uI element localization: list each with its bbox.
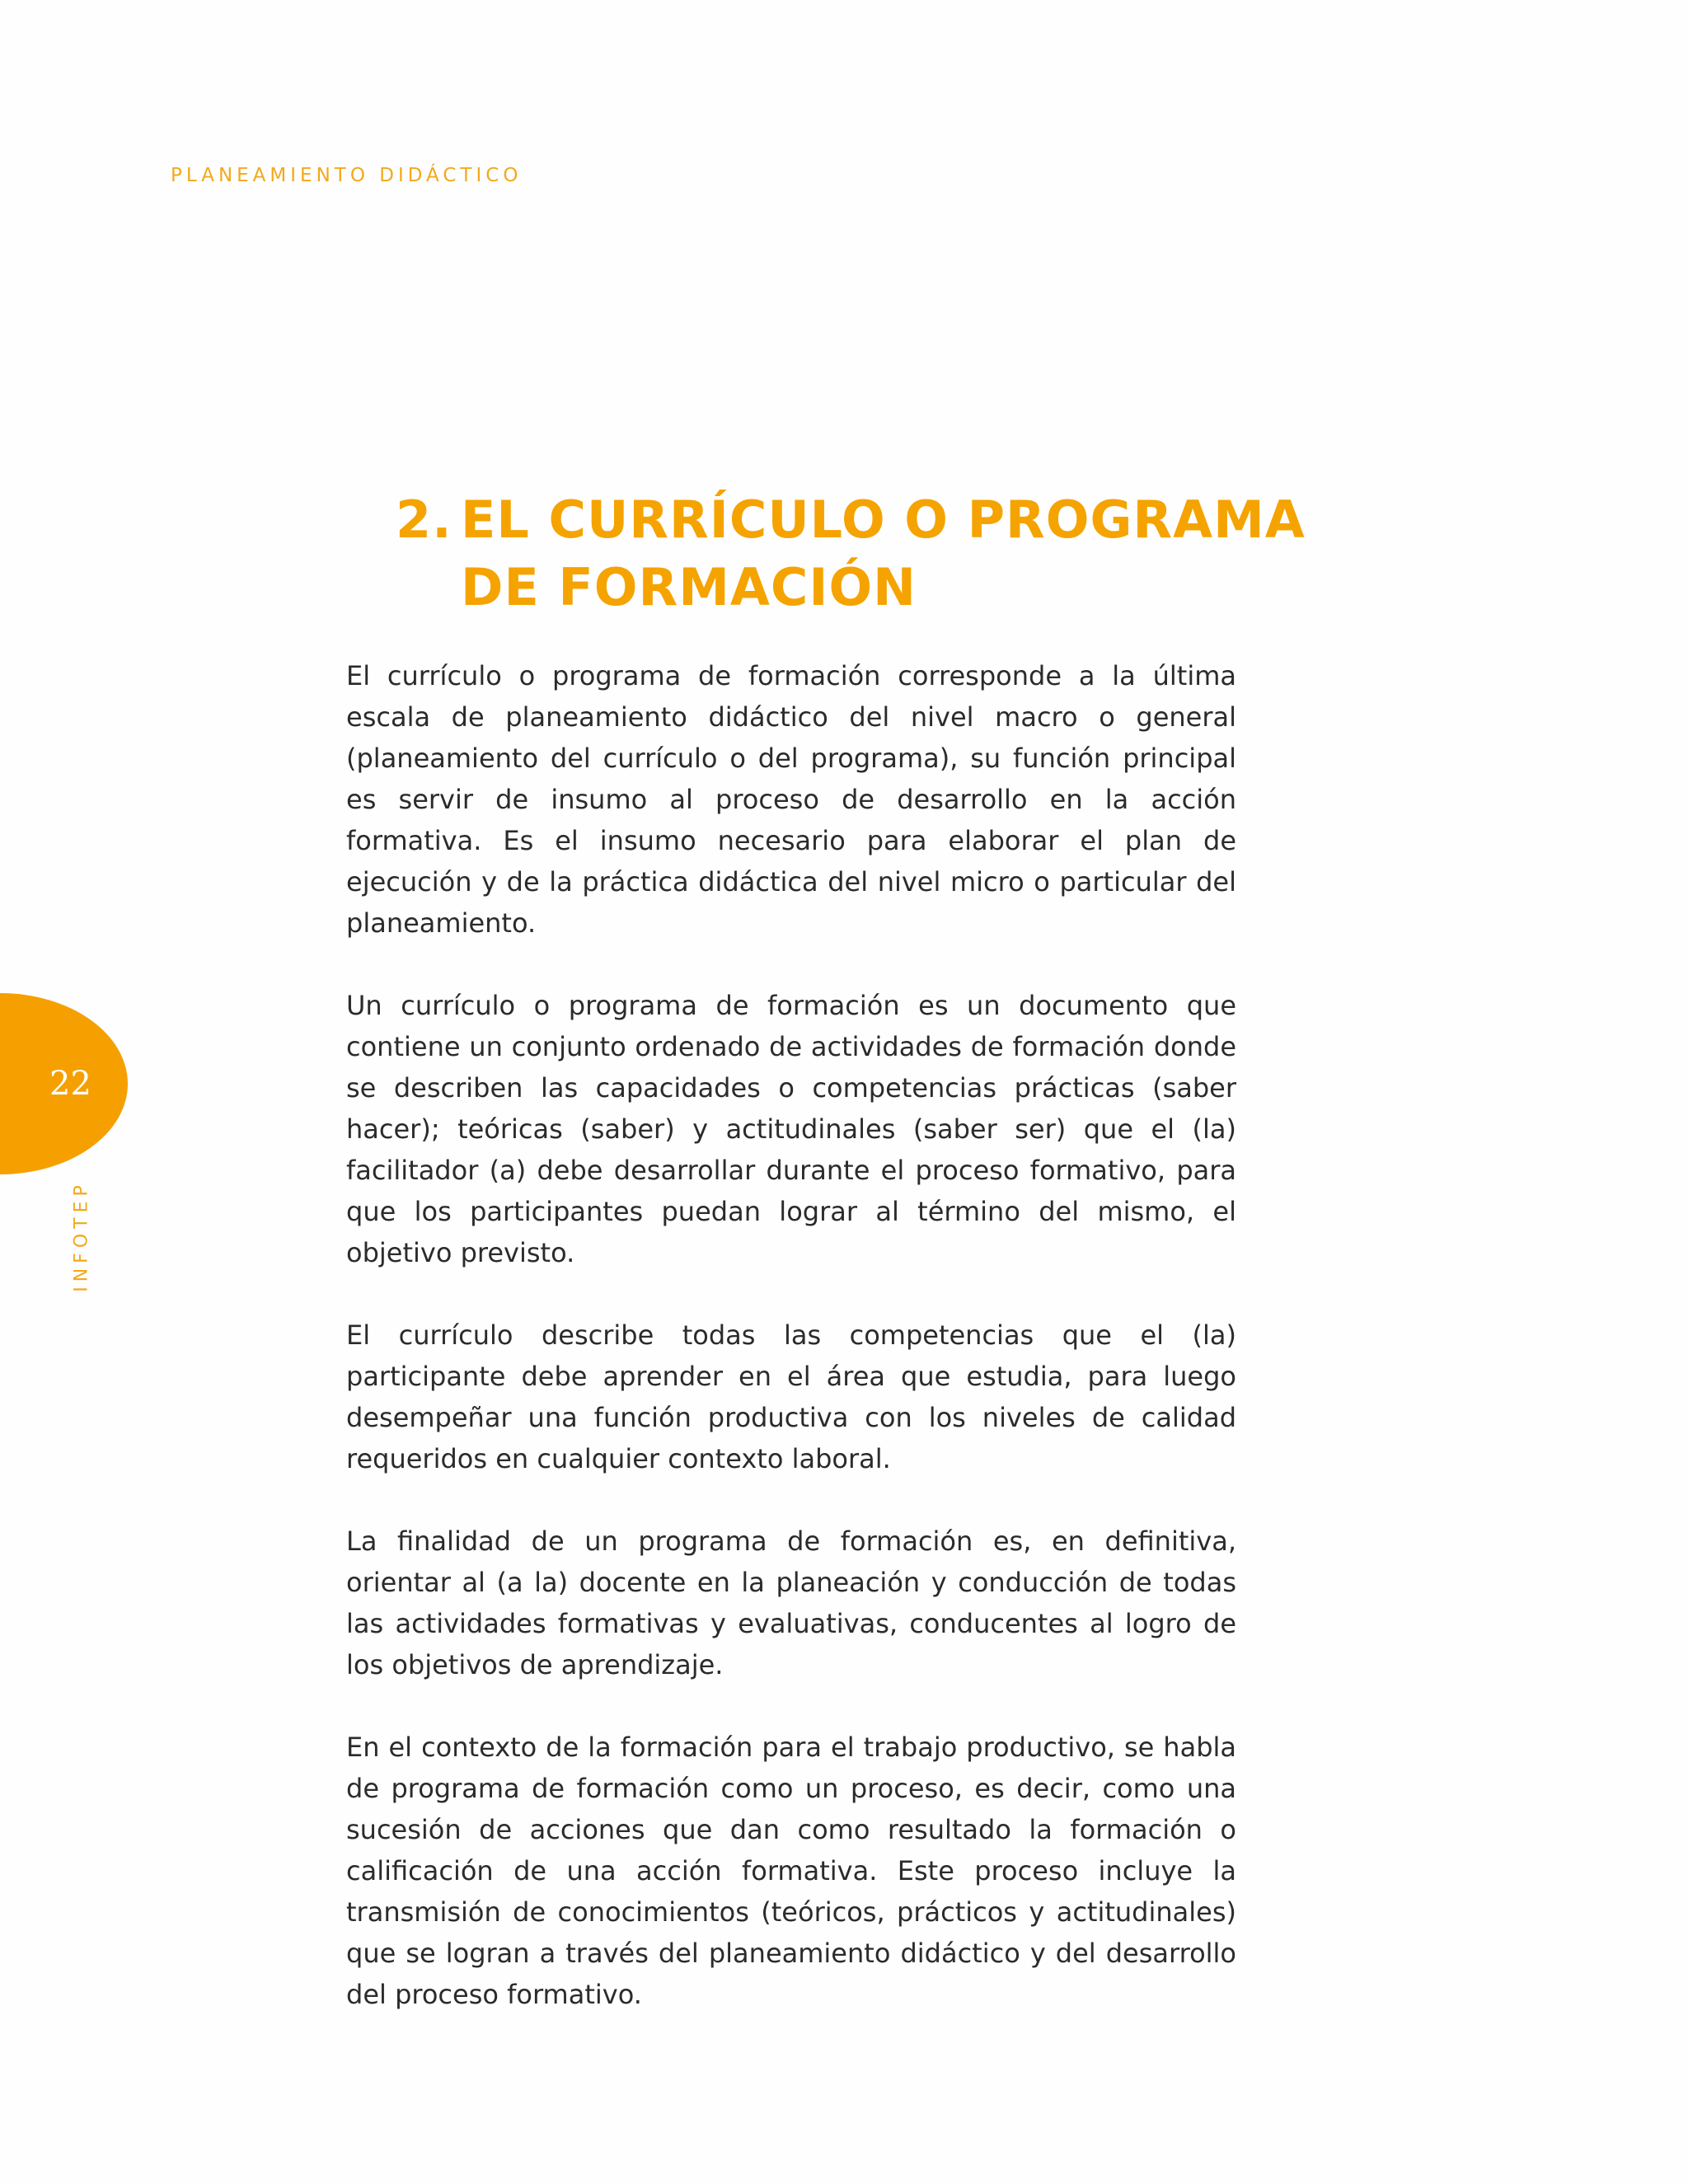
section-title-line2: DE FORMACIÓN <box>461 557 917 617</box>
section-number: 2. <box>396 490 452 550</box>
paragraph: Un currículo o programa de formación es un documento que contiene un conjunto ordenado de actividades de formación donde se describen las capacidades o competencias prácticas (saber hacer); teóricas (saber) y actitudinales (saber ser) que el (la) facilitador (a) debe desarrollar durante el proceso formativo, para que los participantes puedan lograr al término del mismo, el objetivo previsto. <box>346 990 1236 1268</box>
body-text <box>346 655 1236 2056</box>
paragraph: El currículo o programa de formación corresponde a la última escala de planeamiento didáctico del nivel macro o general (planeamiento del currículo o del programa), su función principal es servir de insumo al proceso de desarrollo en la acción formativa. Es el insumo necesario para elaborar el plan de ejecución y de la práctica didáctica del nivel micro o particular del planeamiento. <box>346 660 1236 939</box>
paragraph: El currículo describe todas las competencias que el (la) participante debe aprender en el área que estudia, para luego desempeñar una función productiva con los niveles de calidad requeridos en cualquier contexto laboral. <box>346 1319 1236 1474</box>
paragraph: La finalidad de un programa de formación es, en definitiva, orientar al (a la) docente en la planeación y conducción de todas las actividades formativas y evaluativas, conducentes al logro de los objetivos de aprendizaje. <box>346 1526 1236 1680</box>
page-number: 22 <box>49 1065 91 1103</box>
section-title <box>396 486 1306 621</box>
section-title-line1: EL CURRÍCULO O PROGRAMA <box>461 490 1306 550</box>
running-header: PLANEAMIENTO DIDÁCTICO <box>171 165 523 186</box>
publisher-label: INFOTEP <box>71 1180 92 1292</box>
paragraph: En el contexto de la formación para el trabajo productivo, se habla de programa de formación como un proceso, es decir, como una sucesión de acciones que dan como resultado la formación o calificación de una acción formativa. Este proceso incluye la transmisión de conocimientos (teóricos, prácticos y actitudinales) que se logran a través del planeamiento didáctico y del desarrollo del proceso formativo. <box>346 1732 1236 2010</box>
